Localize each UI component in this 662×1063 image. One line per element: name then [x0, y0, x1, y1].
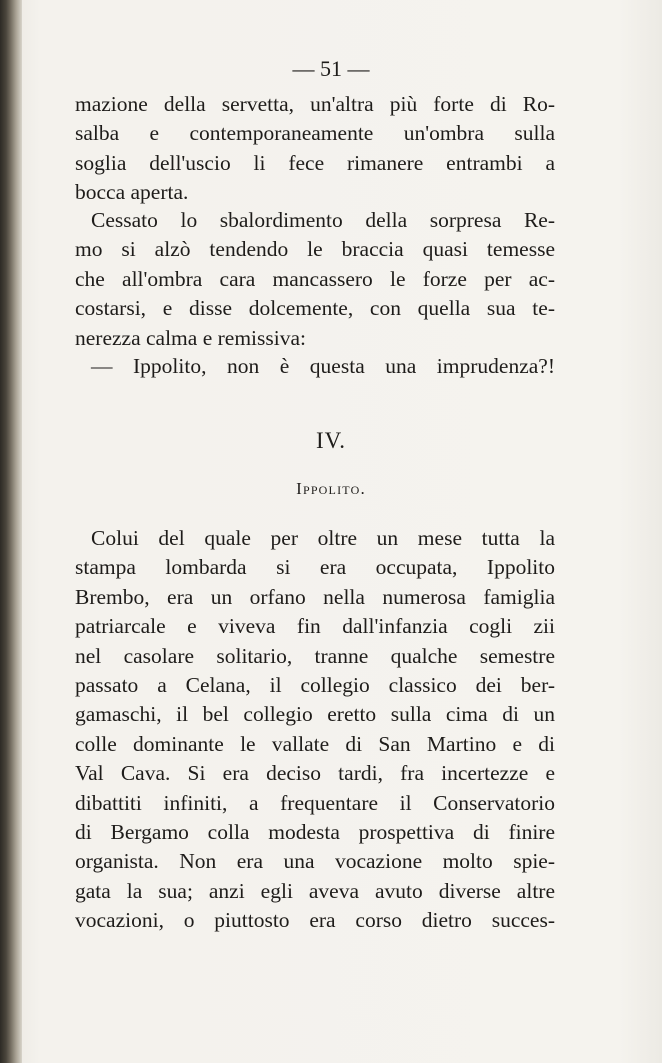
- text-line: bocca aperta.: [75, 180, 189, 205]
- chapter-number: IV.: [315, 428, 347, 453]
- text-line: di Bergamo colla modesta prospettiva di finire: [75, 820, 555, 845]
- paragraph-1: [75, 90, 555, 208]
- page-binding-edge: [0, 0, 22, 1063]
- text-line: colle dominante le vallate di San Martino e di: [75, 731, 555, 756]
- text-line: salba e contemporaneamente un'ombra sulla: [75, 121, 555, 146]
- text-line: patriarcale e viveva fin dall'infanzia cogli zii: [75, 614, 555, 639]
- text-line: Colui del quale per oltre un mese tutta la: [91, 526, 555, 550]
- paragraph-2: [75, 206, 555, 353]
- text-line: mo si alzò tendendo le braccia quasi temesse: [75, 237, 555, 262]
- text-line: costarsi, e disse dolcemente, con quella sua te-: [75, 296, 555, 321]
- text-line: passato a Celana, il collegio classico dei ber-: [75, 673, 555, 698]
- paragraph-3: [75, 352, 555, 381]
- text-line: gata la sua; anzi egli aveva avuto diverse altre: [75, 878, 555, 903]
- text-line: Cessato lo sbalordimento della sorpresa Re-: [91, 208, 555, 232]
- chapter-paragraph: [75, 524, 555, 936]
- page-number: — 51 —: [292, 56, 370, 81]
- text-line: dibattiti infiniti, a frequentare il Conservatorio: [75, 790, 555, 815]
- text-line: Brembo, era un orfano nella numerosa famiglia: [75, 584, 555, 609]
- text-line: soglia dell'uscio li fece rimanere entrambi a: [75, 150, 555, 175]
- text-line: gamaschi, il bel collegio eretto sulla cima di un: [75, 702, 555, 727]
- text-line: stampa lombarda si era occupata, Ippolito: [75, 555, 555, 580]
- text-line: vocazioni, o piuttosto era corso dietro succes-: [75, 908, 555, 933]
- text-line: mazione della servetta, un'altra più forte di Ro-: [75, 92, 555, 116]
- text-line: che all'ombra cara mancassero le forze per ac-: [75, 266, 555, 291]
- chapter-title: Ippolito.: [296, 479, 366, 498]
- text-line: Val Cava. Si era deciso tardi, fra incertezze e: [75, 761, 555, 786]
- text-line: nel casolare solitario, tranne qualche semestre: [75, 643, 555, 668]
- text-line: organista. Non era una vocazione molto spie-: [75, 849, 555, 874]
- text-line: nerezza calma e remissiva:: [75, 325, 306, 350]
- text-line: — Ippolito, non è questa una imprudenza?!: [91, 354, 555, 378]
